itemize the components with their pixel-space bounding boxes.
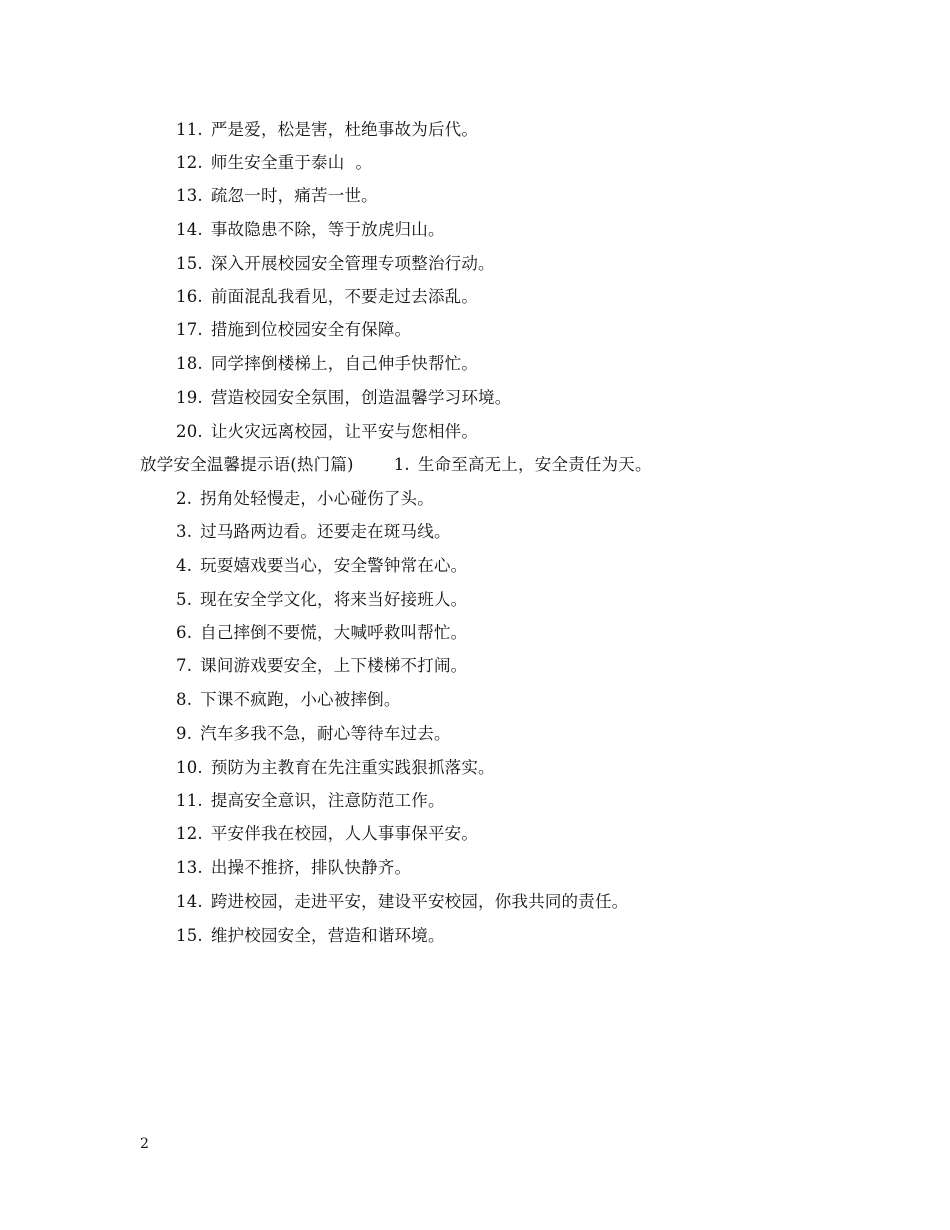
page-number: 2 xyxy=(140,1136,149,1152)
item-number: 20. xyxy=(176,422,203,441)
item-number: 16. xyxy=(176,287,203,306)
item-number: 6. xyxy=(176,623,193,642)
item-text: 预防为主教育在先注重实践狠抓落实。 xyxy=(210,758,495,777)
item-text: 师生安全重于泰山 。 xyxy=(210,153,373,172)
list-item xyxy=(176,722,451,746)
item-text: 措施到位校园安全有保障。 xyxy=(210,320,412,339)
item-number: 8. xyxy=(176,690,193,709)
section-heading: 放学安全温馨提示语(热门篇) xyxy=(140,455,354,474)
list-item xyxy=(176,118,478,142)
list-item xyxy=(176,285,478,309)
item-number: 11. xyxy=(176,791,203,810)
item-number: 10. xyxy=(176,758,203,777)
item-number: 13. xyxy=(176,186,203,205)
item-text: 事故隐患不除，等于放虎归山。 xyxy=(210,220,445,239)
item-number: 19. xyxy=(176,388,203,407)
list-item xyxy=(176,184,378,208)
item-text: 严是爱，松是害，杜绝事故为后代。 xyxy=(210,120,479,139)
item-text: 前面混乱我看见，不要走过去添乱。 xyxy=(210,287,479,306)
item-number: 7. xyxy=(176,656,193,675)
item-number: 14. xyxy=(176,220,203,239)
item-number: 4. xyxy=(176,556,193,575)
item-text: 过马路两边看。还要走在斑马线。 xyxy=(200,522,451,541)
item-number: 12. xyxy=(176,824,203,843)
item-text: 跨进校园，走进平安，建设平安校园，你我共同的责任。 xyxy=(210,892,629,911)
list-item xyxy=(176,588,467,612)
list-item xyxy=(176,654,467,678)
list-item xyxy=(176,789,445,813)
item-text: 维护校园安全，营造和谐环境。 xyxy=(210,926,445,945)
item-number: 9. xyxy=(176,724,193,743)
list-item xyxy=(176,151,372,175)
item-number: 12. xyxy=(176,153,203,172)
item-text: 生命至高无上，安全责任为天。 xyxy=(417,455,652,474)
item-text: 平安伴我在校园，人人事事保平安。 xyxy=(210,824,479,843)
item-number: 15. xyxy=(176,254,203,273)
item-number: 17. xyxy=(176,320,203,339)
item-text: 同学摔倒楼梯上，自己伸手快帮忙。 xyxy=(210,354,479,373)
item-text: 疏忽一时，痛苦一世。 xyxy=(210,186,378,205)
item-number: 13. xyxy=(176,858,203,877)
section-heading-line xyxy=(140,453,652,477)
item-number: 3. xyxy=(176,522,193,541)
item-number: 2. xyxy=(176,489,193,508)
item-text: 提高安全意识，注意防范工作。 xyxy=(210,791,445,810)
list-item xyxy=(176,924,445,948)
item-text: 拐角处轻慢走，小心碰伤了头。 xyxy=(200,489,434,508)
item-number: 14. xyxy=(176,892,203,911)
item-number: 15. xyxy=(176,926,203,945)
item-number: 5. xyxy=(176,590,193,609)
list-item xyxy=(176,520,451,544)
list-item xyxy=(176,822,478,846)
list-item xyxy=(176,688,401,712)
item-number: 1. xyxy=(393,455,410,474)
item-text: 深入开展校园安全管理专项整治行动。 xyxy=(210,254,495,273)
list-item xyxy=(176,218,445,242)
item-text: 汽车多我不急，耐心等待车过去。 xyxy=(200,724,451,743)
item-number: 18. xyxy=(176,354,203,373)
item-text: 下课不疯跑，小心被摔倒。 xyxy=(200,690,401,709)
list-item xyxy=(176,890,628,914)
item-text: 课间游戏要安全，上下楼梯不打闹。 xyxy=(200,656,468,675)
list-item xyxy=(176,252,495,276)
item-text: 玩耍嬉戏要当心，安全警钟常在心。 xyxy=(200,556,468,575)
list-item xyxy=(176,756,495,780)
list-item xyxy=(176,621,467,645)
list-item xyxy=(176,554,467,578)
list-item xyxy=(176,352,478,376)
item-number: 11. xyxy=(176,120,203,139)
list-item xyxy=(176,487,434,511)
list-item xyxy=(176,856,411,880)
item-text: 营造校园安全氛围，创造温馨学习环境。 xyxy=(210,388,512,407)
item-text: 让火灾远离校园，让平安与您相伴。 xyxy=(210,422,479,441)
item-text: 现在安全学文化，将来当好接班人。 xyxy=(200,590,468,609)
item-text: 出操不推挤，排队快静齐。 xyxy=(210,858,412,877)
item-text: 自己摔倒不要慌，大喊呼救叫帮忙。 xyxy=(200,623,468,642)
list-item xyxy=(176,420,478,444)
list-item xyxy=(176,318,411,342)
list-item xyxy=(176,386,511,410)
